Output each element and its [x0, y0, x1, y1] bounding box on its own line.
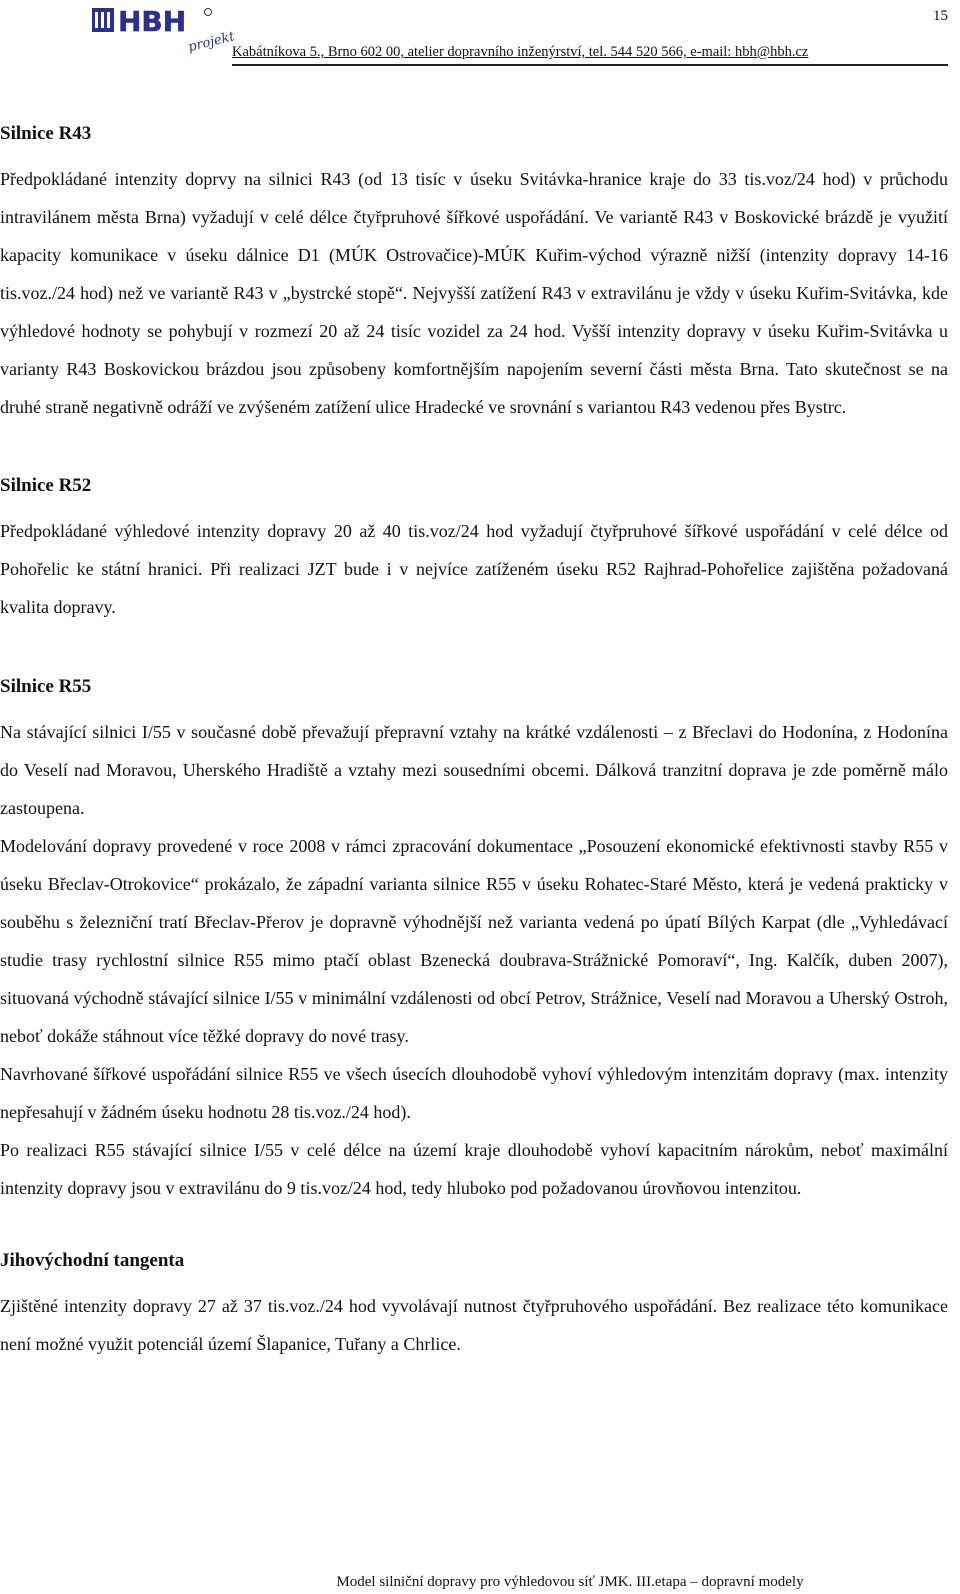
section-jihovychodni-tangenta	[0, 1249, 948, 1363]
section-paragraph: Předpokládané intenzity doprvy na silnici R43 (od 13 tisíc v úseku Svitávka-hranice kraje do 33 tis.voz/24 hod) v průchodu intravilánem města Brna) vyžadují v celé délce čtyřpruhové šířkové uspořádání. Ve variantě R43 v Boskovické brázdě je využití kapacity komunikace v úseku dálnice D1 (MÚK Ostrovačice)-MÚK Kuřim-východ výrazně nižší (intenzity dopravy 14-16 tis.voz./24 hod) než ve variantě R43 v „bystrcké stopě“. Nejvyšší zatížení R43 v extravilánu je vždy v úseku Kuřim-Svitávka, kde výhledové hodnoty se pohybují v rozmezí 20 až 24 tisíc vozidel za 24 hod. Vyšší intenzity dopravy v úseku Kuřim-Svitávka u varianty R43 Boskovickou brázdou jsou způsobeny komfortnějším napojením severní části města Brna. Tato skutečnost se na druhé straně negativně odráží ve zvýšeném zatížení ulice Hradecké ve srovnání s variantou R43 vedenou přes Bystrc.	[0, 169, 948, 417]
footer-text: Model silniční dopravy pro výhledovou síť JMK. III.etapa – dopravní modely	[336, 1574, 804, 1590]
page-footer	[0, 1574, 960, 1591]
svg-text:HBH: HBH	[118, 6, 187, 38]
page-header	[0, 0, 960, 80]
section-r52	[0, 474, 948, 626]
section-heading: Silnice R55	[0, 676, 92, 697]
page-number: 15	[933, 8, 948, 24]
section-paragraph: Zjištěné intenzity dopravy 27 až 37 tis.voz./24 hod vyvolávají nutnost čtyřpruhového uspořádání. Bez realizace této komunikace není možné využit potenciál území Šlapanice, Tuřany a Chrlice.	[0, 1296, 948, 1354]
header-address: Kabátníkova 5., Brno 602 00, atelier dopravního inženýrství, tel. 544 520 566, e-mail: hbh@hbh.cz	[232, 44, 809, 60]
company-logo	[92, 6, 242, 58]
section-paragraph: Předpokládané výhledové intenzity dopravy 20 až 40 tis.voz/24 hod vyžadují čtyřpruhové šířkové uspořádání v celé délce od Pohořelic ke státní hranici. Při realizaci JZT bude i v nejvíce zatíženém úseku R52 Rajhrad-Pohořelice zajištěna požadovaná kvalita dopravy.	[0, 521, 948, 617]
section-paragraph: Po realizaci R55 stávající silnice I/55 v celé délce na území kraje dlouhodobě vyhoví kapacitním nárokům, neboť maximální intenzity dopravy jsou v extravilánu do 9 tis.voz/24 hod, tedy hluboko pod požadovanou úrovňovou intenzitou.	[0, 1140, 948, 1198]
header-divider	[232, 64, 948, 66]
section-paragraph: Modelování dopravy provedené v roce 2008 v rámci zpracování dokumentace „Posouzení ekonomické efektivnosti stavby R55 v úseku Břeclav-Otrokovice“ prokázalo, že západní varianta silnice R55 v úseku Rohatec-Staré Město, která je vedená prakticky v souběhu s železniční tratí Břeclav-Přerov je dopravně výhodnější než varianta vedená po úpatí Bílých Karpat (dle „Vyhledávací studie trasy rychlostní silnice R55 mimo ptačí oblast Bzenecká doubrava-Strážnické Pomoraví“, Ing. Kalčík, duben 2007), situovaná východně stávající silnice I/55 v minimální vzdálenosti od obcí Petrov, Strážnice, Veselí nad Moravou a Uherský Ostroh, neboť dokáže stáhnout více těžké dopravy do nové trasy.	[0, 836, 948, 1046]
document-body	[0, 122, 948, 1411]
svg-text:projekt: projekt	[186, 29, 237, 56]
section-paragraph: Na stávající silnici I/55 v současné době převažují přepravní vztahy na krátké vzdálenosti – z Břeclavi do Hodonína, z Hodonína do Veselí nad Moravou, Uherského Hradiště a vztahy mezi sousedními obcemi. Dálková tranzitní doprava je zde poměrně málo zastoupena.	[0, 722, 948, 818]
section-heading: Silnice R52	[0, 475, 92, 496]
section-heading: Jihovýchodní tangenta	[0, 1250, 185, 1271]
section-heading: Silnice R43	[0, 123, 92, 144]
section-paragraph: Navrhované šířkové uspořádání silnice R55 ve všech úsecích dlouhodobě vyhoví výhledovým intenzitám dopravy (max. intenzity nepřesahují v žádném úseku hodnotu 28 tis.voz./24 hod).	[0, 1064, 948, 1122]
section-r55	[0, 675, 948, 1207]
section-r43	[0, 122, 948, 426]
